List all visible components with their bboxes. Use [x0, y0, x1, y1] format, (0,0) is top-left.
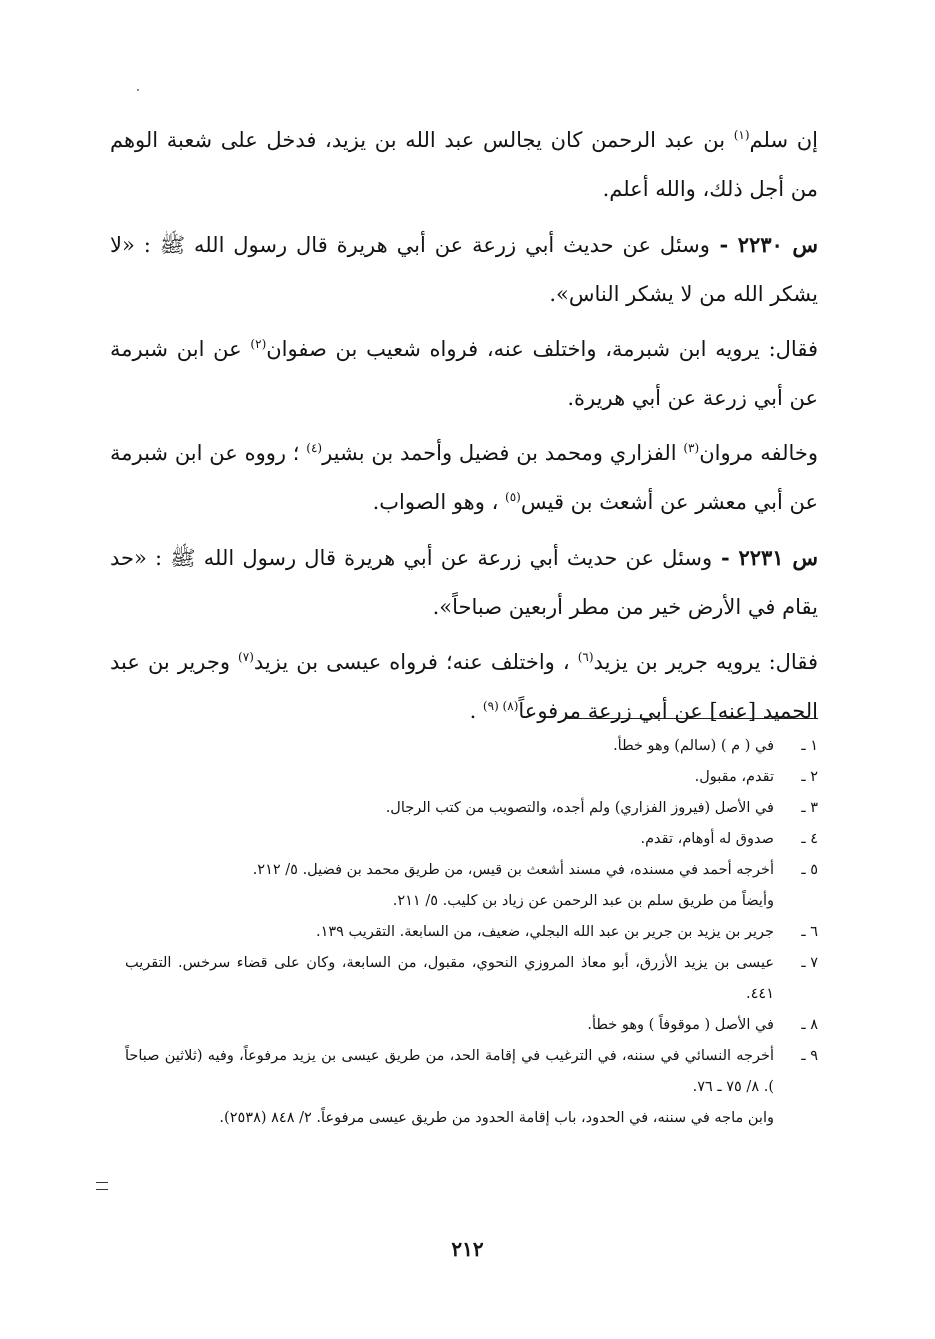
text-run: وجرير بن عبد الحميد [عنه] عن أبي زرعة مرفوعاً — [110, 650, 818, 723]
question-number: س ٢٢٣١ - — [712, 545, 818, 570]
footnote-1 — [125, 731, 818, 762]
answer-2231 — [110, 638, 818, 736]
footnote-number: ٦ ـ — [801, 924, 818, 940]
footnote-text: صدوق له أوهام، تقدم. — [640, 831, 774, 847]
text-run: ، وهو الصواب. — [372, 490, 506, 514]
footnote-ref: (٣) — [683, 441, 700, 455]
footnote-2 — [125, 762, 818, 793]
footnote-8 — [125, 1010, 818, 1041]
footnote-separator — [565, 718, 818, 719]
text-run: عن ابن شبرمة عن أبي زرعة عن أبي هريرة. — [110, 337, 818, 410]
footnote-ref: (٧) — [238, 650, 254, 664]
text-run: بن عبد الرحمن كان يجالس عبد الله بن يزيد، فدخل على شعبة الوهم من أجل ذلك، والله أعلم. — [110, 128, 818, 201]
footnote-4 — [125, 824, 818, 855]
text-run: إن سلم — [749, 128, 818, 152]
footnote-text: تقدم، مقبول. — [694, 769, 774, 785]
question-number: س ٢٢٣٠ - — [709, 232, 818, 257]
footnote-text: في الأصل (فيروز الفزاري) ولم أجده، والتصويب من كتب الرجال. — [385, 800, 774, 816]
page-number: ٢١٢ — [451, 1237, 484, 1261]
footnote-ref: (٥) — [505, 490, 521, 504]
footnote-text: في الأصل ( موقوفاً ) وهو خطأ. — [587, 1017, 774, 1033]
text-run: وخالفه مروان — [699, 441, 819, 465]
answer-2230-b — [110, 429, 818, 527]
footnote-text: في ( م ) (سالم) وهو خطأ. — [613, 738, 774, 754]
footnote-number: ٩ ـ — [801, 1048, 818, 1064]
footnote-ref: (٤) — [306, 441, 323, 455]
text-run: فقال: يرويه جرير بن يزيد — [593, 650, 818, 674]
footnote-number: ٥ ـ — [801, 862, 818, 878]
answer-2230-a — [110, 325, 818, 423]
footnote-3 — [125, 793, 818, 824]
footnote-number: ١ ـ — [801, 738, 818, 754]
question-text: وسئل عن حديث أبي زرعة عن أبي هريرة قال رسول الله ﷺ : «حد يقام في الأرض خير من مطر أربعين صباحاً». — [110, 546, 818, 619]
main-text — [110, 116, 818, 736]
footnote-number: ٨ ـ — [801, 1017, 818, 1033]
footnote-text: أخرجه النسائي في سننه، في الترغيب في إقامة الحد، من طريق عيسى بن يزيد مرفوعاً، وفيه (ثلاثين صباحاً ). ٨/ ٧٥ ـ ٧٦. — [125, 1048, 774, 1095]
question-2230 — [110, 220, 818, 319]
scan-speck — [137, 89, 139, 91]
footnote-9-continued: وابن ماجه في سننه، في الحدود، باب إقامة الحدود من طريق عيسى مرفوعاً. ٢/ ٨٤٨ (٢٥٣٨). — [219, 1110, 774, 1126]
footnote-9 — [125, 1041, 818, 1103]
footnote-number: ٢ ـ — [801, 769, 818, 785]
paragraph-1 — [110, 116, 818, 214]
footnotes — [125, 731, 818, 1134]
footnote-ref: (١) — [733, 128, 750, 142]
footnote-number — [774, 886, 818, 917]
footnote-5 — [125, 855, 818, 886]
question-2231 — [110, 533, 818, 632]
footnote-7 — [125, 948, 818, 1010]
footnote-ref: (٢) — [250, 337, 267, 351]
footnote-number: ٤ ـ — [801, 831, 818, 847]
text-run: ، واختلف عنه؛ فرواه عيسى بن يزيد — [253, 650, 578, 674]
footnote-text: أخرجه أحمد في مسنده، في مسند أشعث بن قيس، من طريق محمد بن فضيل. ٥/ ٢١٢. — [252, 862, 774, 878]
footnote-number: ٧ ـ — [801, 955, 818, 971]
footnote-5-continued — [125, 886, 818, 917]
footnote-ref: (٨) (٩) — [482, 699, 519, 713]
footnote-6 — [125, 917, 818, 948]
footnote-ref: (٦) — [577, 650, 594, 664]
text-run: ؛ رووه عن ابن شبرمة عن أبي معشر عن أشعث بن قيس — [110, 441, 818, 514]
footnote-number: ٣ ـ — [801, 800, 818, 816]
question-text: وسئل عن حديث أبي زرعة عن أبي هريرة قال رسول الله ﷺ : «لا يشكر الله من لا يشكر الناس». — [110, 233, 818, 306]
footnote-text: عيسى بن يزيد الأزرق، أبو معاذ المروزي النحوي، مقبول، من السابعة، وكان على قضاء سرخس. التقريب ٤٤١. — [125, 955, 774, 1002]
text-run: فقال: يرويه ابن شبرمة، واختلف عنه، فرواه شعيب بن صفوان — [266, 337, 818, 361]
text-run: . — [469, 699, 483, 723]
margin-mark — [96, 1182, 108, 1190]
footnote-text: جرير بن يزيد بن جرير بن عبد الله البجلي، ضعيف، من السابعة. التقريب ١٣٩. — [315, 924, 774, 940]
text-run: الفزاري ومحمد بن فضيل وأحمد بن بشير — [322, 441, 684, 465]
footnote-text: وأيضاً من طريق سلم بن عبد الرحمن عن زياد بن كليب. ٥/ ٢١١. — [392, 893, 774, 909]
